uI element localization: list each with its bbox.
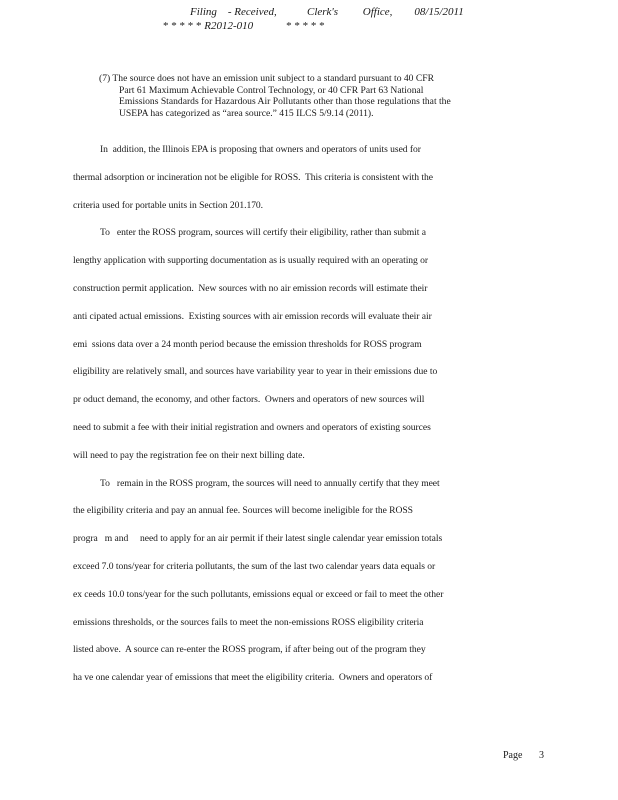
case-number-line (163, 20, 325, 32)
body-line: emi ssions data over a 24 month period because the emission thresholds for ROSS program (73, 339, 422, 350)
body-line: pr oduct demand, the economy, and other factors. Owners and operators of new sources will (73, 394, 425, 405)
body-line: anti cipated actual emissions. Existing sources with air emission records will evaluate their air (73, 311, 432, 322)
case-number: R2012-010 (204, 20, 254, 32)
body-line: eligibility are relatively small, and sources have variability year to year in their emissions due to (73, 366, 438, 377)
body-line: will need to pay the registration fee on their next billing date. (73, 450, 305, 461)
body-line: To remain in the ROSS program, the sources will need to annually certify that they meet (100, 478, 440, 489)
body-line: need to submit a fee with their initial registration and owners and operators of existing sources (73, 422, 431, 433)
filing-stamp-line: Filing - Received, Clerk's Office, 08/15/2011 (190, 6, 464, 18)
body-line: the eligibility criteria and pay an annual fee. Sources will become ineligible for the ROSS (73, 505, 413, 516)
list-item-7-first-line: (7) The source does not have an emission unit subject to a standard pursuant to 40 CFR (99, 73, 435, 84)
list-item-7 (99, 73, 459, 119)
body-line: lengthy application with supporting documentation as is usually required with an operating or (73, 255, 429, 266)
stamp-suffix: * * * * * (253, 20, 325, 32)
body-line: emissions thresholds, or the sources fails to meet the non-emissions ROSS eligibility criteria (73, 617, 424, 628)
body-line: To enter the ROSS program, sources will certify their eligibility, rather than submit a (100, 227, 426, 238)
list-item-7-continuation: Part 61 Maximum Achievable Control Technology, or 40 CFR Part 63 National Emissions Standards for Hazardous Air Pollutants other than those regulations that the USEPA has categorized as “area source.” 415 ILCS 5/9.14 (2011). (119, 84, 451, 119)
body-line: thermal adsorption or incineration not be eligible for ROSS. This criteria is consistent with the (73, 172, 433, 183)
page-number: 3 (539, 750, 544, 761)
body-line: exceed 7.0 tons/year for criteria pollutants, the sum of the last two calendar years data equals or (73, 561, 436, 572)
body-line: ha ve one calendar year of emissions that meet the eligibility criteria. Owners and operators of (73, 672, 433, 683)
body-line: In addition, the Illinois EPA is proposing that owners and operators of units used for (100, 144, 421, 155)
body-line: criteria used for portable units in Section 201.170. (73, 200, 264, 211)
body-line: ex ceeds 10.0 tons/year for the such pollutants, emissions equal or exceed or fail to meet the other (73, 589, 444, 600)
page-label: Page (503, 750, 523, 761)
body-line: construction permit application. New sources with no air emission records will estimate their (73, 283, 428, 294)
stamp-prefix: * * * * * (163, 20, 205, 32)
body-line: listed above. A source can re-enter the ROSS program, if after being out of the program they (73, 644, 426, 655)
body-line: progra m and need to apply for an air permit if their latest single calendar year emission totals (73, 533, 443, 544)
